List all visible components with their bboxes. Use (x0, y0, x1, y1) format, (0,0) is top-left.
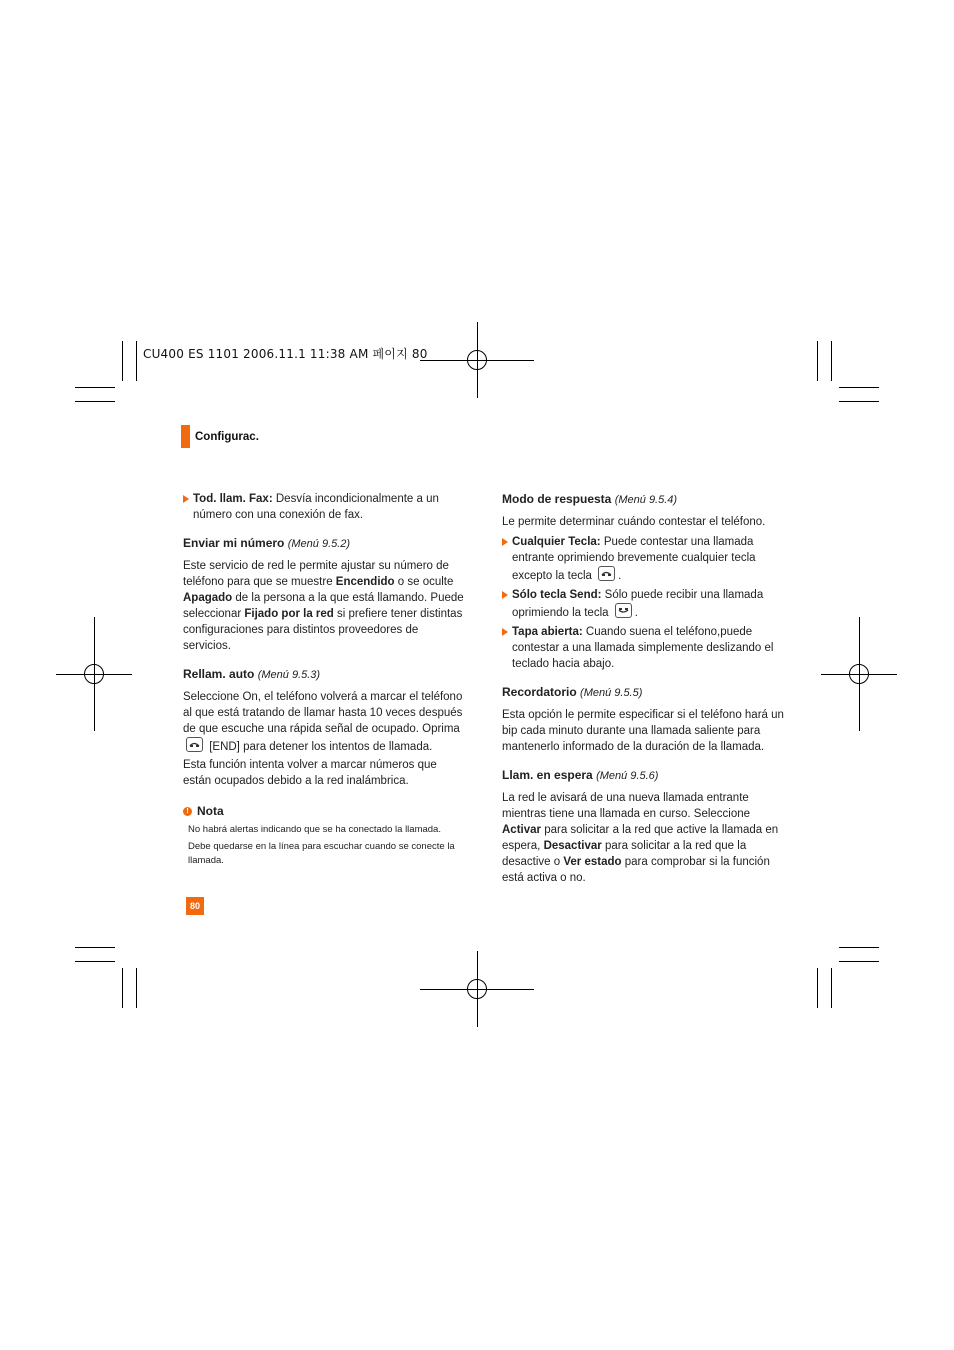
cualquier-tecla-label: Cualquier Tecla: (512, 536, 601, 548)
recordatorio-menu-ref: (Menú 9.5.5) (580, 687, 643, 699)
rellam-title: Rellam. auto (183, 667, 255, 681)
solo-send-end: . (634, 607, 638, 619)
espera-bold-activar: Activar (502, 824, 541, 836)
nota-line-1: No habrá alertas indicando que se ha conectado la llamada. (188, 824, 441, 835)
espera-heading (502, 767, 787, 784)
enviar-text-2: o se oculte (394, 576, 454, 588)
espera-menu-ref: (Menú 9.5.6) (596, 770, 659, 782)
modo-heading (502, 491, 787, 508)
fax-text: Desvía incondicionalmente a un número con una conexión de fax. (193, 493, 439, 521)
modo-intro: Le permite determinar cuándo contestar el teléfono. (502, 516, 766, 528)
bullet-arrow-icon (502, 591, 508, 599)
enviar-text-1: Este servicio de red le permite ajustar su número de teléfono para que se muestre (183, 560, 449, 588)
solo-send-label: Sólo tecla Send: (512, 589, 602, 601)
cualquier-tecla-bullet (502, 534, 787, 584)
espera-text-1: La red le avisará de una nueva llamada entrante mientras tiene una llamada en curso. Seleccione (502, 792, 751, 820)
modo-menu-ref: (Menú 9.5.4) (614, 494, 678, 506)
espera-paragraph (502, 790, 787, 886)
bullet-arrow-icon (502, 538, 508, 546)
end-key-icon (598, 566, 615, 581)
cualquier-tecla-text: Puede contestar una llamada entrante oprimiendo brevemente cualquier tecla excepto la tecla (512, 536, 756, 582)
right-column (502, 491, 787, 895)
espera-bold-desactivar: Desactivar (543, 840, 602, 852)
registration-mark-bottom (458, 970, 496, 1008)
enviar-text-3: de la persona a la que está llamando. Puede seleccionar (183, 592, 464, 620)
rellam-heading (183, 666, 468, 683)
bullet-arrow-icon (183, 495, 189, 503)
recordatorio-heading (502, 684, 787, 701)
fax-bullet (183, 491, 468, 523)
enviar-title: Enviar mi número (183, 536, 285, 550)
espera-text-3: para solicitar a la red que la desactive o (502, 840, 747, 868)
enviar-menu-ref: (Menú 9.5.2) (287, 538, 351, 550)
espera-bold-ver-estado: Ver estado (563, 856, 622, 868)
solo-send-text: Sólo puede recibir una llamada oprimiendo la tecla (512, 589, 764, 619)
registration-mark-left (75, 655, 113, 693)
warning-icon: ! (183, 807, 192, 816)
print-header: CU400 ES 1101 2006.11.1 11:38 AM 페이지 80 (143, 347, 428, 361)
enviar-paragraph (183, 558, 468, 654)
espera-text-2: para solicitar a la red que active la llamada en espera, (502, 824, 779, 852)
fax-label: Tod. llam. Fax: (193, 493, 273, 505)
solo-send-bullet (502, 587, 787, 621)
espera-text-4: para comprobar si la función está activa o no. (502, 856, 770, 884)
rellam-text-1: Seleccione On, el teléfono volverá a marcar el teléfono al que está tratando de llamar hasta 10 veces después de que escuche una rápida señal de ocupado. Oprima (183, 691, 463, 735)
tapa-abierta-bullet (502, 624, 787, 672)
send-key-icon (615, 603, 632, 618)
enviar-bold-fijado: Fijado por la red (244, 608, 334, 620)
registration-mark-right (840, 655, 878, 693)
enviar-bold-apagado: Apagado (183, 592, 233, 604)
rellam-text-2: [END] para detener los intentos de llamada. (209, 741, 433, 753)
page-number-badge: 80 (186, 897, 204, 915)
nota-title: Nota (197, 804, 224, 818)
rellam-paragraph-1 (183, 689, 468, 755)
nota-heading (183, 803, 468, 819)
rellam-paragraph-2: Esta función intenta volver a marcar números que están ocupados debido a la red inalámbrica. (183, 759, 437, 787)
tapa-abierta-label: Tapa abierta: (512, 626, 583, 638)
bullet-arrow-icon (502, 628, 508, 636)
registration-mark-top (458, 341, 496, 379)
enviar-bold-encendido: Encendido (335, 576, 395, 588)
nota-line-2: Debe quedarse en la línea para escuchar cuando se conecte la llamada. (188, 841, 455, 866)
section-title: Configurac. (195, 431, 259, 443)
recordatorio-paragraph: Esta opción le permite especificar si el teléfono hará un bip cada minuto durante una llamada saliente para mantenerlo informado de la duración de la llamada. (502, 709, 784, 753)
espera-title: Llam. en espera (502, 768, 593, 782)
tapa-abierta-text: Cuando suena el teléfono,puede contestar a una llamada simplemente deslizando el teclado hacia abajo. (512, 626, 774, 670)
section-tab (181, 425, 190, 448)
left-column (183, 491, 468, 871)
end-key-icon (186, 737, 203, 752)
enviar-text-4: si prefiere tener distintas configuraciones para distintos proveedores de servicios. (183, 608, 463, 652)
enviar-heading (183, 535, 468, 552)
cualquier-tecla-end: . (618, 570, 622, 582)
recordatorio-title: Recordatorio (502, 685, 577, 699)
modo-title: Modo de respuesta (502, 492, 612, 506)
rellam-menu-ref: (Menú 9.5.3) (257, 669, 321, 681)
